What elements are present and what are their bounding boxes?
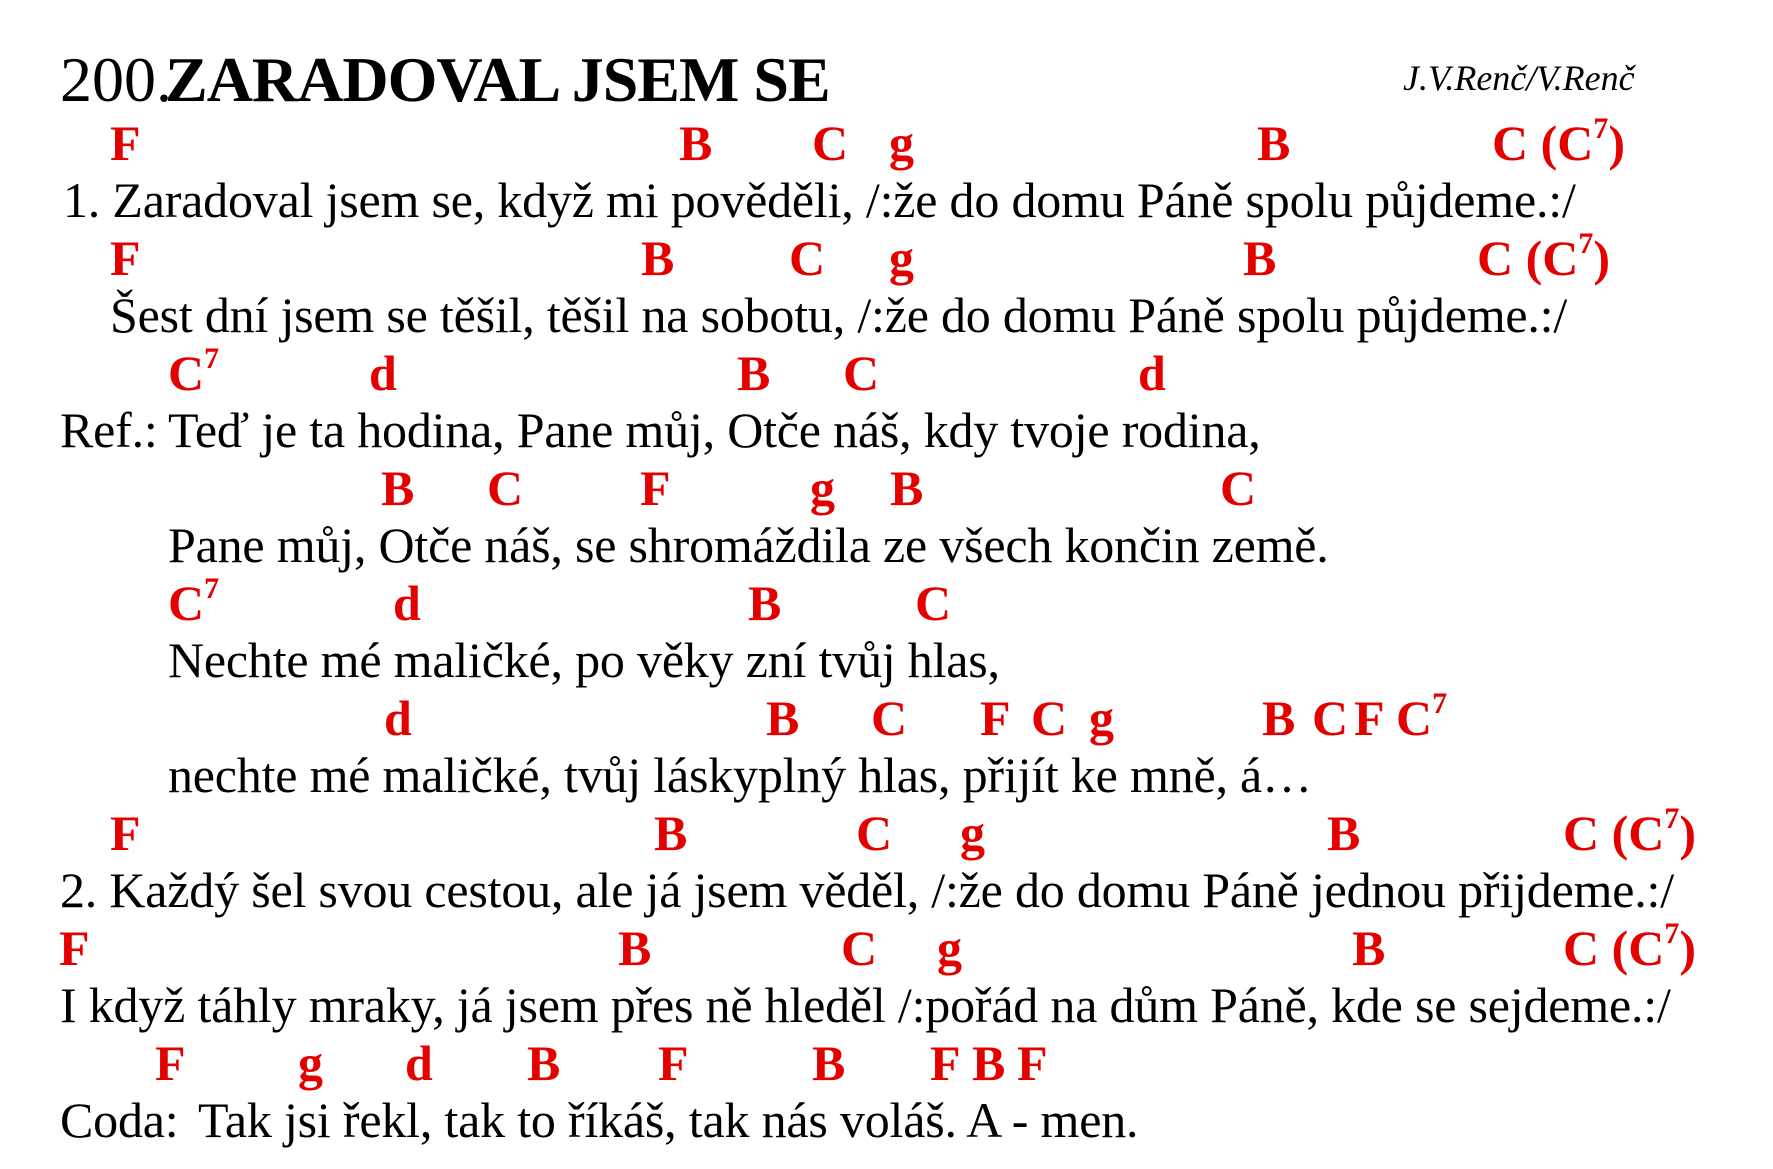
chord [487,460,524,516]
lyric-text: nechte mé maličké, tvůj láskyplný hlas, přijít ke mně, á… [168,747,1312,803]
chord [1312,690,1349,746]
chord-name: g [889,115,914,171]
lyric-text: Šest dní jsem se těšil, těšil na sobotu, /:že do domu Páně spolu půjdeme.:/ [110,287,1568,343]
chord [856,805,893,861]
chord-name: C [168,345,205,401]
chord [168,342,220,401]
chord [618,920,652,976]
lyric-row [0,1092,1773,1153]
chord [1262,690,1296,746]
chord-name: g [810,460,835,516]
chord [915,575,952,631]
chord-name: B [618,920,652,976]
chord [972,1035,1006,1091]
chord [1563,802,1697,861]
chord-row [0,342,1773,406]
chord [1138,345,1166,401]
chord-name: F [110,115,141,171]
lyric-row [0,287,1773,348]
chord [1563,917,1697,976]
chord [384,690,412,746]
chord-name: g [1089,690,1114,746]
chord-alt-close: ) [1679,920,1697,976]
chord [59,920,90,976]
chord-name: F [110,230,141,286]
chord-name: F [980,690,1011,746]
chord-name: B [737,345,771,401]
song-number: 200. [60,44,172,115]
chord-name: C [812,115,849,171]
chord [1031,690,1068,746]
chord-name: d [384,690,412,746]
chord-name: C [856,805,893,861]
chord [841,920,878,976]
chord-name: F [110,805,141,861]
chord [1396,687,1448,746]
lyric-row [0,747,1773,808]
chord-name: B [748,575,782,631]
chord [640,460,671,516]
chord [527,1035,561,1091]
chord [658,1035,689,1091]
chord-extension: 7 [204,342,220,375]
chord-row [0,572,1773,636]
chord-row [0,112,1773,176]
chord-alt-close: ) [1679,805,1697,861]
chord-row [0,227,1773,291]
chord-row [0,687,1773,751]
chord [369,345,397,401]
chord-name: C [915,575,952,631]
chord-name: B [766,690,800,746]
chord [889,115,914,171]
chord [766,690,800,746]
chord-name: C (C [1492,115,1594,171]
lyric-text: Pane můj, Otče náš, se shromáždila ze všech končin země. [168,517,1329,573]
chord-name: g [960,805,985,861]
chord [1354,690,1385,746]
chord-name: d [1138,345,1166,401]
chord-name: g [889,230,914,286]
chord [843,345,880,401]
chord [810,460,835,516]
chord-name: B [679,115,713,171]
chord-row [0,460,1773,521]
chord-extension: 7 [1664,917,1680,950]
chord [679,115,713,171]
section-label: Coda: [60,1092,179,1148]
lyric-row [0,977,1773,1038]
lyric-text: 2. Každý šel svou cestou, ale já jsem věděl, /:že do domu Páně jednou přijdeme.:/ [60,862,1674,918]
chord-name: F [930,1035,961,1091]
chord-extension: 7 [204,572,220,605]
lyric-text: Tak jsi řekl, tak to říkáš, tak nás voláš. A - men. [198,1092,1139,1148]
chord-name: C [789,230,826,286]
chord [1089,690,1114,746]
chord-extension: 7 [1664,802,1680,835]
lyric-row [0,632,1773,693]
chord [1477,227,1611,286]
chord-row [0,917,1773,981]
chord-row [0,802,1773,866]
chord-name: B [1243,230,1277,286]
chord-name: B [527,1035,561,1091]
chord-alt-close: ) [1608,115,1626,171]
chord [930,1035,961,1091]
chord-name: B [1352,920,1386,976]
chord-name: B [1257,115,1291,171]
chord-name: C (C [1563,920,1665,976]
chord-name: C (C [1477,230,1579,286]
chord-name: g [937,920,962,976]
lyric-row [0,517,1773,578]
chord-name: F [59,920,90,976]
chord [1492,112,1626,171]
chord [980,690,1011,746]
chord [737,345,771,401]
chord [168,572,220,631]
chord [1327,805,1361,861]
chord-name: C [168,575,205,631]
chord [812,115,849,171]
song-author: J.V.Renč/V.Renč [1403,58,1635,98]
chord-name: F [658,1035,689,1091]
chord [641,230,675,286]
chord-name: C [843,345,880,401]
chord [890,460,924,516]
chord-name: C (C [1563,805,1665,861]
lyric-text: I když táhly mraky, já jsem přes ně hleděl /:pořád na dům Páně, kde se sejdeme.:/ [60,977,1671,1033]
chord [1352,920,1386,976]
chord-name: C [841,920,878,976]
chord [381,460,415,516]
chord-name: C [1396,690,1433,746]
chord [1243,230,1277,286]
chord-extension: 7 [1593,112,1609,145]
chord [110,230,141,286]
chord [393,575,421,631]
chord [889,230,914,286]
chord-name: d [393,575,421,631]
lyric-text: 1. Zaradoval jsem se, když mi pověděli, /:že do domu Páně spolu půjdeme.:/ [63,172,1576,228]
chord-name: B [641,230,675,286]
chord [937,920,962,976]
chord [405,1035,433,1091]
chord-name: C [871,690,908,746]
chord [155,1035,186,1091]
section-label: Ref.: [60,402,158,458]
chord [654,805,688,861]
chord-name: B [972,1035,1006,1091]
chord-name: C [1220,460,1257,516]
chord [1220,460,1257,516]
chord [110,115,141,171]
chord [1017,1035,1048,1091]
chord [298,1035,323,1091]
chord-name: B [812,1035,846,1091]
chord-name: C [487,460,524,516]
song-title: ZARADOVAL JSEM SE [165,44,830,115]
chord [871,690,908,746]
chord-name: B [381,460,415,516]
chord-name: F [1017,1035,1048,1091]
chord-row [0,1035,1773,1096]
chord-name: C [1312,690,1349,746]
chord [812,1035,846,1091]
lyric-text: Teď je ta hodina, Pane můj, Otče náš, kdy tvoje rodina, [168,402,1261,458]
chord-extension: 7 [1578,227,1594,260]
chord [1257,115,1291,171]
chord-name: F [1354,690,1385,746]
chord [789,230,826,286]
chord-name: F [155,1035,186,1091]
chord-name: C [1031,690,1068,746]
chord [110,805,141,861]
chord-name: F [640,460,671,516]
chord-name: d [369,345,397,401]
chord [960,805,985,861]
chord-name: B [890,460,924,516]
chord [748,575,782,631]
chord-extension: 7 [1432,687,1448,720]
chord-name: B [1327,805,1361,861]
lyric-text: Nechte mé maličké, po věky zní tvůj hlas, [168,632,1000,688]
chord-name: B [654,805,688,861]
chord-name: d [405,1035,433,1091]
chord-name: g [298,1035,323,1091]
chord-name: B [1262,690,1296,746]
lyric-row [0,172,1773,233]
chord-alt-close: ) [1593,230,1611,286]
lyric-row [0,402,1773,463]
lyric-row [0,862,1773,923]
